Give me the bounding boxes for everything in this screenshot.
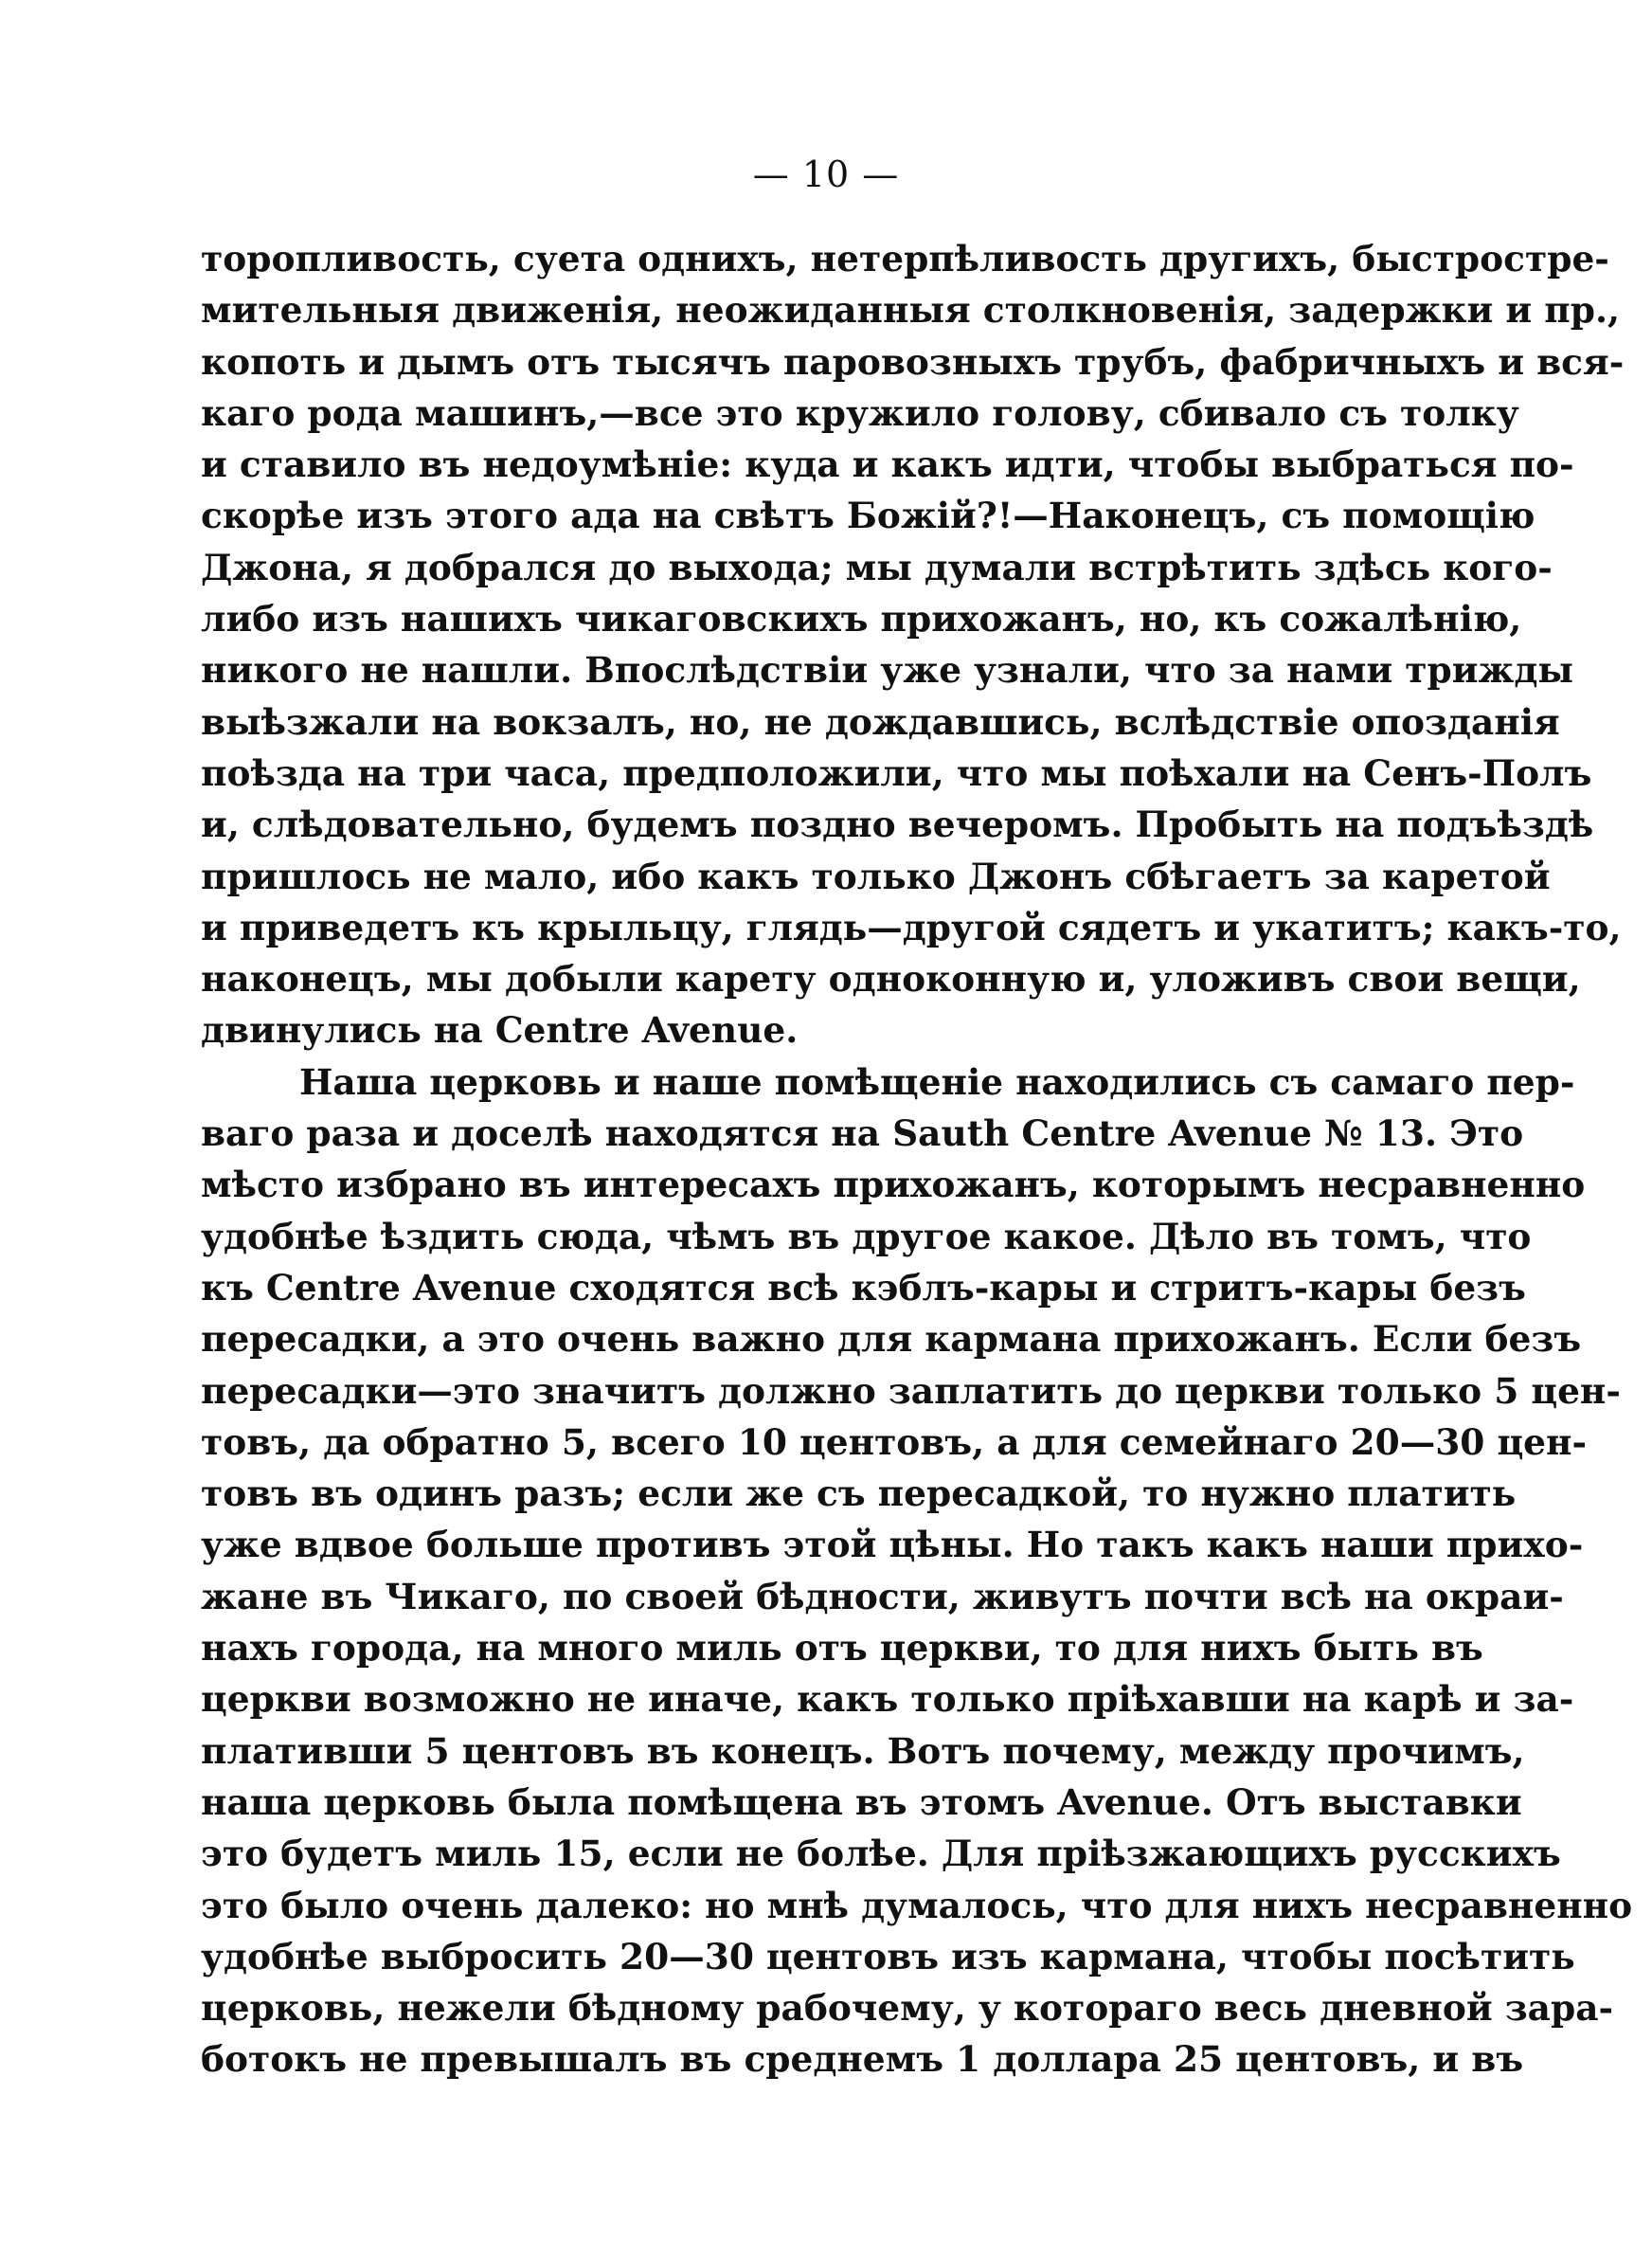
text-line: удобнѣе ѣздить сюда, чѣмъ въ другое какое. Дѣло въ томъ, что — [201, 1215, 1532, 1257]
text-line: либо изъ нашихъ чикаговскихъ прихожанъ, но, къ сожалѣнію, — [201, 598, 1522, 641]
body-text — [201, 233, 1633, 2085]
text-line: скорѣе изъ этого ада на свѣтъ Божій?!—Наконецъ, съ помощію — [201, 495, 1535, 537]
text-line: ботокъ не превышалъ въ среднемъ 1 доллара 25 центовъ, и въ — [201, 2038, 1524, 2081]
text-line: наша церковь была помѣщена въ этомъ Avenue. Отъ выставки — [201, 1780, 1522, 1823]
paragraph-2 — [201, 1056, 1633, 2085]
text-line: мительныя движенія, неожиданныя столкновенія, задержки и пр., — [201, 289, 1621, 332]
text-line: товъ въ одинъ разъ; если же съ пересадкой, то нужно платить — [201, 1472, 1517, 1515]
text-line: церковь, нежели бѣдному рабочему, у котораго весь дневной зара- — [201, 1987, 1614, 2030]
text-line: это было очень далеко: но мнѣ думалось, что для нихъ несравненно — [201, 1884, 1633, 1926]
text-line: товъ, да обратно 5, всего 10 центовъ, а для семейнаго 20—30 цен- — [201, 1420, 1588, 1463]
text-line: копоть и дымъ отъ тысячъ паровозныхъ трубъ, фабричныхъ и вся- — [201, 340, 1625, 383]
text-line: пересадки, а это очень важно для кармана прихожанъ. Если безъ — [201, 1318, 1582, 1361]
text-line: церкви возможно не иначе, какъ только пріѣхавши на карѣ и за- — [201, 1678, 1574, 1721]
text-line: удобнѣе выбросить 20—30 центовъ изъ кармана, чтобы посѣтить — [201, 1935, 1575, 1977]
text-line: ваго раза и доселѣ находятся на Sauth Centre Avenue № 13. Это — [201, 1112, 1524, 1155]
text-line: и ставило въ недоумѣніе: куда и какъ идти, чтобы выбраться по- — [201, 443, 1574, 486]
text-line: Джона, я добрался до выхода; мы думали встрѣтить здѣсь кого- — [201, 546, 1553, 588]
text-line: это будетъ миль 15, если не болѣе. Для пріѣзжающихъ русскихъ — [201, 1833, 1561, 1875]
text-line: нахъ города, на много миль отъ церкви, то для нихъ быть въ — [201, 1627, 1483, 1670]
text-line: и, слѣдовательно, будемъ поздно вечеромъ. Пробыть на подъѣздѣ — [201, 803, 1594, 846]
text-line: Наша церковь и наше помѣщеніе находились съ самаго пер- — [299, 1060, 1575, 1103]
text-line: пришлось не мало, ибо какъ только Джонъ сбѣгаетъ за каретой — [201, 855, 1551, 897]
text-line: къ Centre Avenue сходятся всѣ кэблъ-кары и стритъ-кары безъ — [201, 1266, 1526, 1309]
text-line: и приведетъ къ крыльцу, глядь—другой сядетъ и укатитъ; какъ-то, — [201, 906, 1622, 948]
text-line: торопливость, суета однихъ, нетерпѣливость другихъ, быстростре- — [201, 238, 1609, 280]
text-line: жане въ Чикаго, по своей бѣдности, живутъ почти всѣ на окраи- — [201, 1575, 1564, 1617]
text-line: двинулись на Centre Avenue. — [201, 1009, 799, 1052]
text-line: мѣсто избрано въ интересахъ прихожанъ, которымъ несравненно — [201, 1164, 1586, 1206]
page-number: — 10 — — [752, 153, 900, 195]
text-line: никого не нашли. Впослѣдствіи уже узнали, что за нами трижды — [201, 649, 1573, 692]
paragraph-1 — [201, 233, 1625, 1056]
text-line: каго рода машинъ,—все это кружило голову, сбивало съ толку — [201, 391, 1519, 434]
text-line: выѣзжали на вокзалъ, но, не дождавшись, вслѣдствіе опозданія — [201, 700, 1560, 743]
text-line: уже вдвое больше противъ этой цѣны. Но такъ какъ наши прихо- — [201, 1524, 1584, 1566]
text-line: поѣзда на три часа, предположили, что мы поѣхали на Сенъ-Полъ — [201, 751, 1592, 794]
text-line: плативши 5 центовъ въ конецъ. Вотъ почему, между прочимъ, — [201, 1729, 1525, 1772]
text-line: пересадки—это значитъ должно заплатить до церкви только 5 цен- — [201, 1369, 1621, 1412]
text-line: наконецъ, мы добыли карету одноконную и, уложивъ свои вещи, — [201, 958, 1581, 1001]
